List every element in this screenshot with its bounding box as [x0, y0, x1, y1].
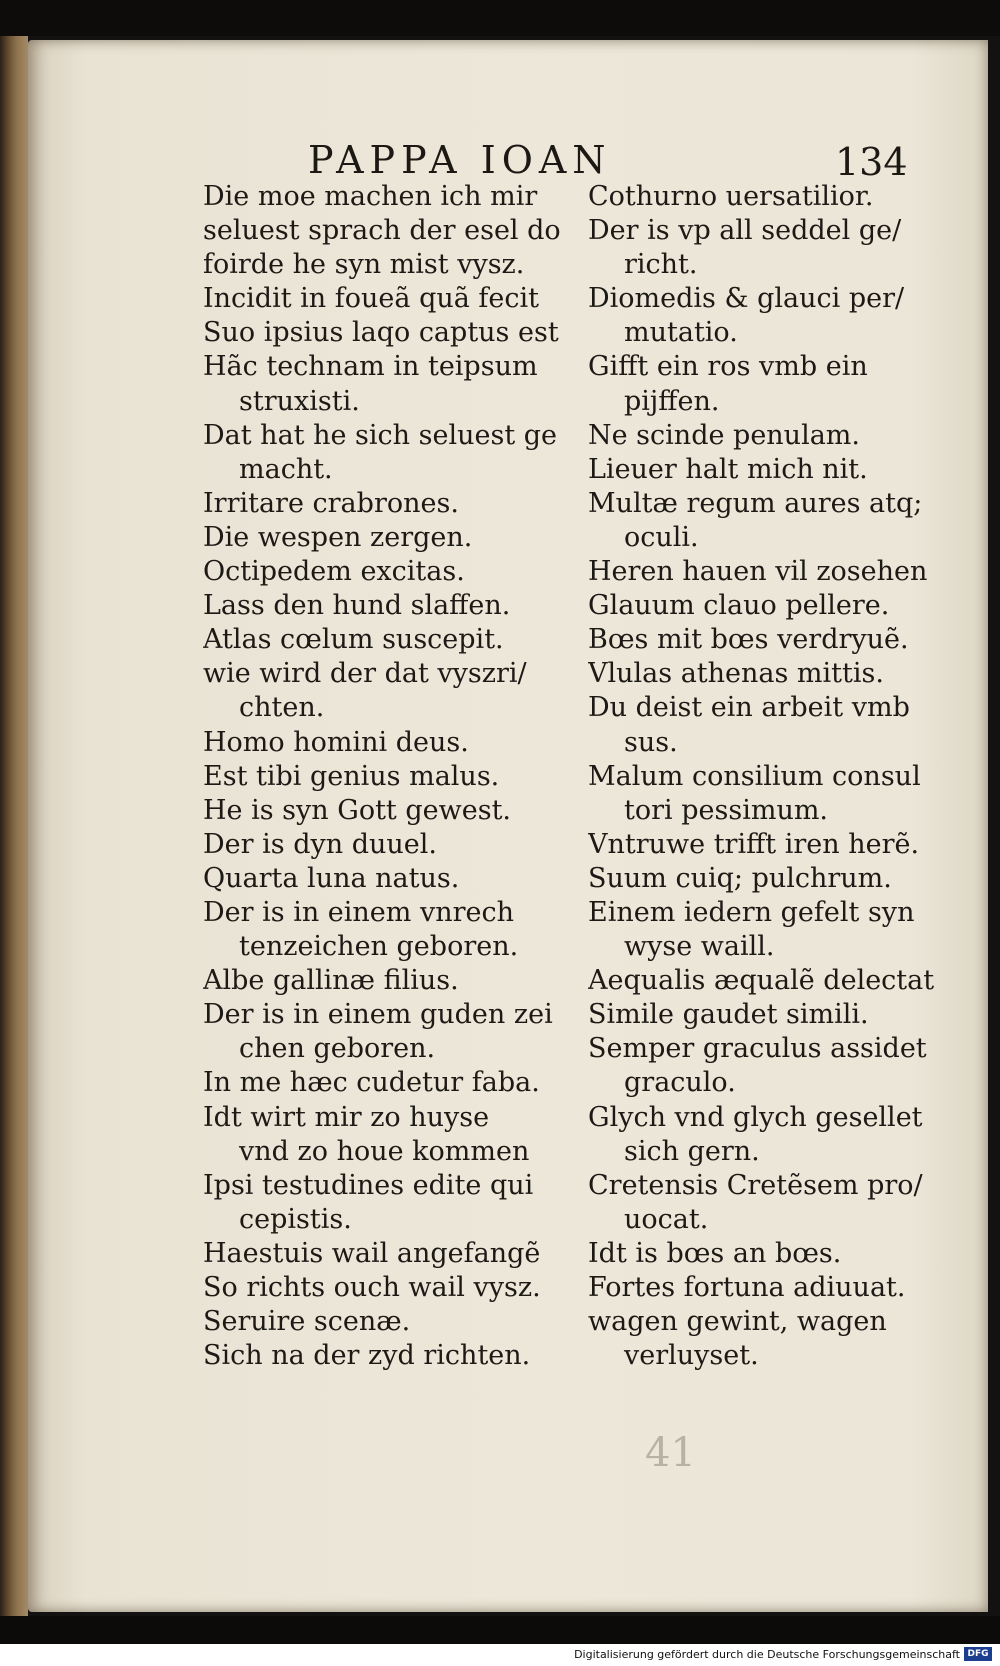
text-line: uocat.: [624, 1203, 709, 1235]
text-line: Sich na der zyd richten.: [203, 1340, 531, 1372]
right-column: [588, 180, 940, 1373]
pencil-marginalia: 41: [645, 1430, 696, 1476]
text-line: verluyset.: [624, 1340, 759, 1372]
text-line: macht.: [239, 453, 333, 485]
page-number: 134: [835, 140, 908, 184]
text-line: chten.: [239, 692, 325, 724]
running-head: PAPPA IOAN: [308, 138, 612, 182]
text-line: Vlulas athenas mittis.: [588, 658, 884, 690]
text-line: Glych vnd glych gesellet: [588, 1101, 923, 1133]
text-line: Irritare crabrones.: [203, 487, 459, 519]
text-line: Cothurno uersatilior.: [588, 181, 874, 212]
text-line: wie wird der dat vyszri/: [203, 658, 527, 690]
text-line: Ne scinde penulam.: [588, 419, 860, 451]
text-line: struxisti.: [239, 385, 360, 417]
text-line: Atlas cœlum suscepit.: [203, 624, 504, 656]
text-line: Ipsi testudines edite qui: [203, 1169, 534, 1201]
text-line: Gifft ein ros vmb ein: [588, 351, 868, 383]
text-line: Cretensis Cretẽsem pro/: [588, 1169, 923, 1201]
text-line: Hãc technam in teipsum: [203, 351, 538, 383]
book-spine-edge: [0, 36, 28, 1616]
text-line: Aequalis æqualẽ delectat: [588, 965, 935, 997]
text-line: Die moe machen ich mir: [203, 181, 538, 212]
scan-top-border: [0, 0, 1000, 36]
text-line: Fortes fortuna adiuuat.: [588, 1272, 906, 1303]
text-line: Der is dyn duuel.: [203, 828, 437, 860]
text-line: So richts ouch wail vysz.: [203, 1272, 541, 1303]
text-line: pijffen.: [624, 385, 720, 417]
text-line: wyse waill.: [624, 931, 775, 963]
text-line: Der is in einem vnrech: [203, 896, 515, 928]
text-line: sus.: [624, 726, 678, 758]
text-line: In me hæc cudetur faba.: [203, 1067, 540, 1099]
dfg-logo: DFG: [964, 1647, 992, 1661]
text-line: Heren hauen vil zosehen: [588, 556, 928, 588]
text-line: Homo homini deus.: [203, 726, 469, 758]
funding-note: Digitalisierung gefördert durch die Deutsche Forschungsgemeinschaft: [574, 1648, 960, 1661]
text-line: wagen gewint, wagen: [588, 1306, 887, 1338]
text-line: chen geboren.: [239, 1033, 436, 1065]
text-line: Malum consilium consul: [588, 760, 921, 792]
text-line: Diomedis & glauci per/: [588, 283, 905, 315]
text-line: Dat hat he sich seluest ge: [203, 419, 558, 451]
text-line: He is syn Gott gewest.: [203, 794, 512, 826]
text-line: Albe gallinæ filius.: [203, 965, 459, 997]
text-line: mutatio.: [624, 317, 738, 349]
text-line: Der is in einem guden zei: [203, 999, 553, 1031]
text-line: Suo ipsius laqo captus est: [203, 317, 559, 349]
text-line: Semper graculus assidet: [588, 1033, 927, 1065]
text-line: Einem iedern gefelt syn: [588, 896, 915, 928]
text-line: sich gern.: [624, 1135, 760, 1167]
text-line: Multæ regum aures atq;: [588, 487, 923, 519]
text-line: Die wespen zergen.: [203, 521, 473, 553]
text-line: oculi.: [624, 521, 699, 553]
text-line: Der is vp all seddel ge/: [588, 215, 902, 247]
text-line: vnd zo houe kommen: [239, 1135, 530, 1167]
text-line: Vntruwe trifft iren herẽ.: [588, 828, 920, 860]
text-line: Octipedem excitas.: [203, 556, 465, 588]
text-line: seluest sprach der esel do: [203, 215, 561, 247]
text-line: cepistis.: [239, 1203, 352, 1235]
text-line: Quarta luna natus.: [203, 862, 460, 894]
text-line: Est tibi genius malus.: [203, 760, 500, 792]
text-line: richt.: [624, 249, 698, 281]
text-line: Glauum clauo pellere.: [588, 590, 890, 622]
text-line: tori pessimum.: [624, 794, 829, 826]
text-line: Lass den hund slaffen.: [203, 590, 511, 622]
text-line: Bœs mit bœs verdryuẽ.: [588, 624, 909, 656]
text-line: Simile gaudet simili.: [588, 999, 869, 1031]
text-line: graculo.: [624, 1067, 736, 1099]
text-line: Haestuis wail angefangẽ: [203, 1237, 541, 1269]
text-line: Seruire scenæ.: [203, 1306, 411, 1338]
text-line: Lieuer halt mich nit.: [588, 453, 868, 485]
text-line: Idt wirt mir zo huyse: [203, 1101, 490, 1133]
text-line: tenzeichen geboren.: [239, 931, 519, 963]
text-line: Suum cuiq; pulchrum.: [588, 862, 892, 894]
text-line: Incidit in foueã quã fecit: [203, 283, 539, 315]
text-line: foirde he syn mist vysz.: [203, 249, 525, 281]
left-column: [203, 180, 563, 1373]
text-line: Du deist ein arbeit vmb: [588, 692, 910, 724]
text-line: Idt is bœs an bœs.: [588, 1237, 842, 1269]
